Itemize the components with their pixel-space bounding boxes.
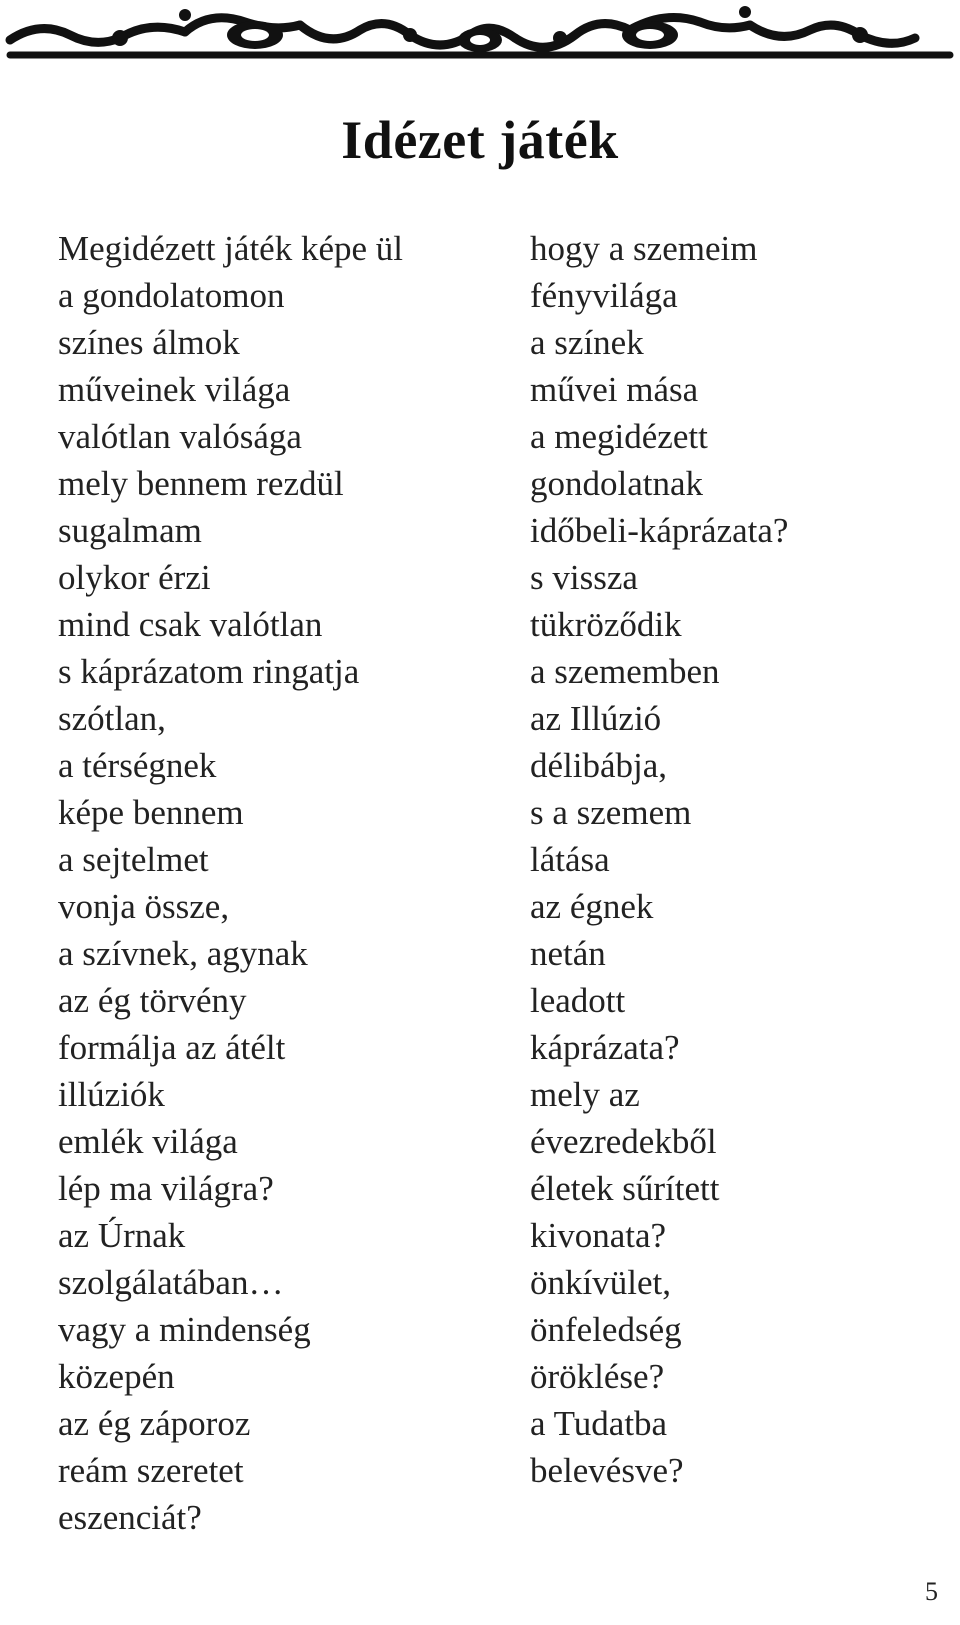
- poem-line: művei mása: [530, 370, 699, 409]
- poem-line: reám szeretet: [58, 1451, 244, 1490]
- poem-line: belevésve?: [530, 1451, 684, 1490]
- poem-line: leadott: [530, 981, 626, 1020]
- poem-line: mind csak valótlan: [58, 605, 323, 644]
- poem-line: az égnek: [530, 887, 654, 926]
- poem-line: képe bennem: [58, 793, 244, 832]
- poem-line: közepén: [58, 1357, 175, 1396]
- poem-line: a gondolatomon: [58, 276, 285, 315]
- poem-line: az ég záporoz: [58, 1404, 251, 1443]
- poem-line: lép ma világra?: [58, 1169, 274, 1208]
- poem-line: színes álmok: [58, 323, 240, 362]
- poem-line: vagy a mindenség: [58, 1310, 311, 1349]
- poem-line: Megidézett játék képe ül: [58, 229, 403, 268]
- poem-line: évezredekből: [530, 1122, 717, 1161]
- poem-line: formálja az átélt: [58, 1028, 286, 1067]
- poem-line: valótlan valósága: [58, 417, 302, 456]
- poem-line: vonja össze,: [58, 887, 230, 926]
- poem-line: káprázata?: [530, 1028, 680, 1067]
- poem-line: s vissza: [530, 558, 638, 597]
- poem-line: sugalmam: [58, 511, 202, 550]
- poem-line: netán: [530, 934, 606, 973]
- decorative-ornament-border: [0, 0, 960, 80]
- poem-line: a térségnek: [58, 746, 217, 785]
- poem-title: Idézet játék: [341, 110, 619, 170]
- poem-line: a szememben: [530, 652, 720, 691]
- poem-line: öröklése?: [530, 1357, 665, 1396]
- poem-line: szótlan,: [58, 699, 166, 738]
- poem-line: látása: [530, 840, 610, 879]
- poem-line: fényvilága: [530, 276, 678, 315]
- poem-line: s káprázatom ringatja: [58, 652, 360, 691]
- poem-line: az Illúzió: [530, 699, 662, 738]
- poem-line: gondolatnak: [530, 464, 704, 503]
- poem-line: szolgálatában…: [58, 1263, 284, 1302]
- poem-line: műveinek világa: [58, 370, 291, 409]
- poem-right-column: [530, 225, 788, 1494]
- poem-line: önfeledség: [530, 1310, 682, 1349]
- poem-line: tükröződik: [530, 605, 682, 644]
- page-number: 5: [925, 1577, 938, 1606]
- poem-line: s a szemem: [530, 793, 692, 832]
- poem-line: a megidézett: [530, 417, 708, 456]
- poem-line: délibábja,: [530, 746, 668, 785]
- poem-line: az Úrnak: [58, 1216, 186, 1255]
- poem-line: a színek: [530, 323, 644, 362]
- poem-line: hogy a szemeim: [530, 229, 758, 268]
- poem-line: emlék világa: [58, 1122, 238, 1161]
- poem-line: a Tudatba: [530, 1404, 668, 1443]
- poem-line: időbeli-káprázata?: [530, 511, 789, 550]
- poem-line: önkívület,: [530, 1263, 671, 1302]
- poem-line: illúziók: [58, 1075, 165, 1114]
- poem-line: mely bennem rezdül: [58, 464, 344, 503]
- poem-line: kivonata?: [530, 1216, 667, 1255]
- poem-line: a sejtelmet: [58, 840, 209, 879]
- poem-line: életek sűrített: [530, 1169, 720, 1208]
- poem-line: az ég törvény: [58, 981, 247, 1020]
- poem-left-column: [58, 225, 403, 1541]
- poem-line: olykor érzi: [58, 558, 211, 597]
- poem-line: eszenciát?: [58, 1498, 202, 1537]
- poem-line: mely az: [530, 1075, 640, 1114]
- poem-line: a szívnek, agynak: [58, 934, 308, 973]
